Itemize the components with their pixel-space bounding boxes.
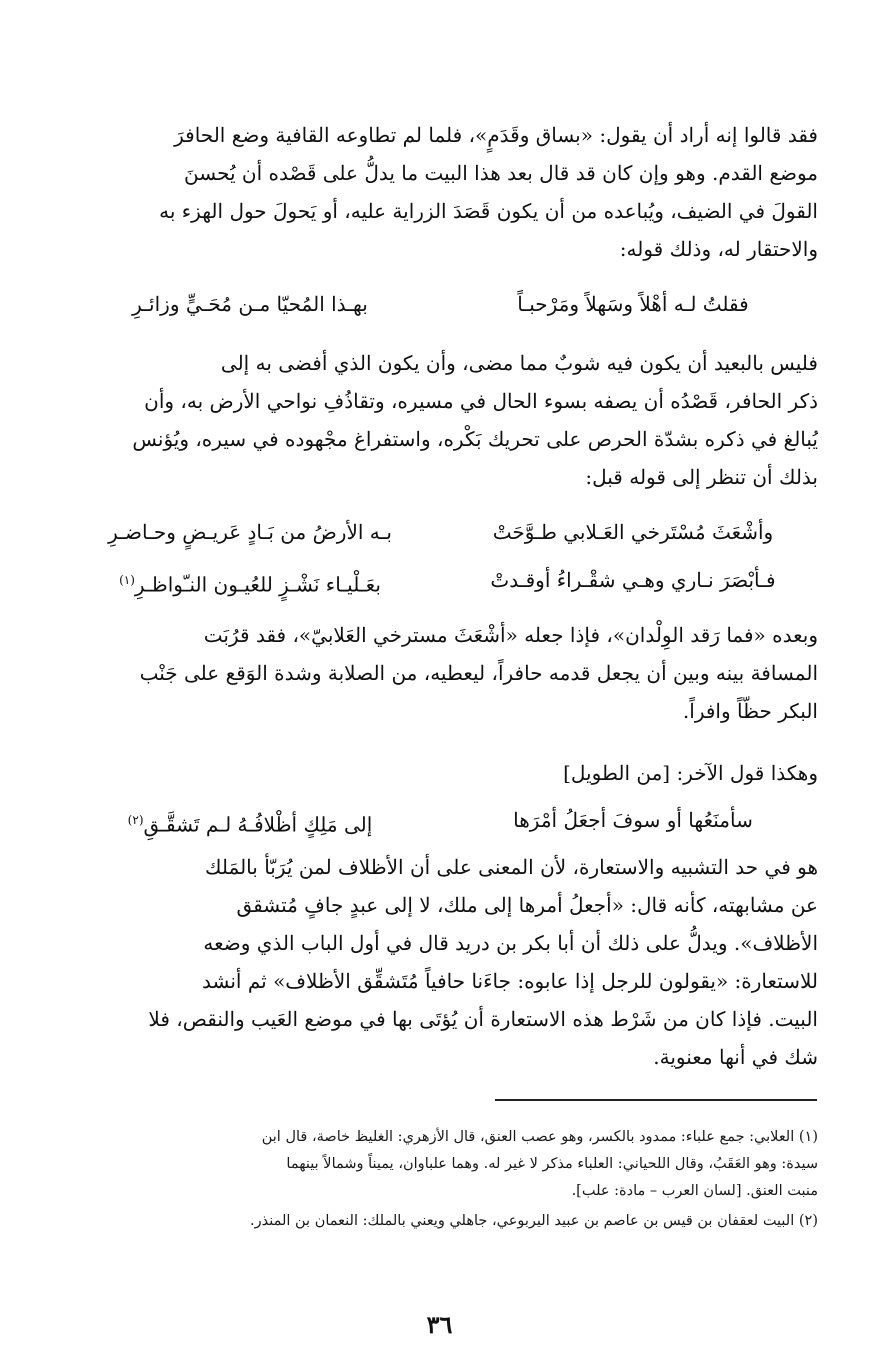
verse-first-hemistich: فقلتُ لـه أهْلاً وسَهلاً ومَرْحبـاً xyxy=(517,292,749,316)
text-line: بذلك أن تنظر إلى قوله قبل: xyxy=(585,465,818,489)
footnote-line: (١) العلابي: جمع علباء: ممدود بالكسر، وهو عصب العنق، قال الأزهري: الغليظ خاصة، قال ابن xyxy=(261,1129,818,1145)
footnote-separator xyxy=(495,1099,817,1101)
text-line: عن مشابهته، كأنه قال: «أجعلُ أمرها إلى ملك، لا إلى عبدٍ جافٍ مُتشقق xyxy=(236,893,818,917)
poem-verse xyxy=(60,560,818,600)
verse-second-hemistich: بـه الأرضُ من بَـادٍ عَريـضٍ وحـاضـرِ xyxy=(108,520,392,544)
paragraph xyxy=(60,754,818,792)
page-number: ٣٦ xyxy=(426,1310,453,1339)
paragraph xyxy=(60,344,818,496)
footnote xyxy=(45,1124,818,1205)
text-line: فليس بالبعيد أن يكون فيه شوبٌ مما مضى، وأن يكون الذي أفضى به إلى xyxy=(220,351,818,375)
text-line: يُبالغ في ذكره بشدّة الحرص على تحريك بَكْره، واستفراغ مجْهوده في سيره، ويُؤنس xyxy=(132,427,818,451)
verse-first-hemistich: فـأبْصَرَ نـاري وهـي شقْـراءُ أوقـدتْ xyxy=(490,568,776,592)
paragraph xyxy=(60,848,818,1076)
text-line: والاحتقار له، وذلك قوله: xyxy=(619,237,818,261)
footnote xyxy=(45,1208,818,1235)
verse-first-hemistich: سأمنَعُها أو سوفَ أجعَلُ أمْرَها xyxy=(513,808,753,832)
intro-line: وهكذا قول الآخر: [من الطويل] xyxy=(563,761,818,785)
text-line: فقد قالوا إنه أراد أن يقول: «بساق وقَدَمٍ»، فلما لم تطاوعه القافية وضع الحافرَ xyxy=(174,123,818,147)
paragraph xyxy=(60,616,818,730)
text-line: القولَ في الضيف، ويُباعده من أن يكون قَصَدَ الزراية عليه، أو يَحولَ حول الهزء به xyxy=(159,199,818,223)
footnote-line: (٢) البيت لعقفان بن قيس بن عاصم بن عبيد اليربوعي، جاهلي ويعني بالملك: النعمان بن المنذر. xyxy=(249,1213,818,1229)
text-line: البيت. فإذا كان من شَرْط هذه الاستعارة أن يُؤتَى بها في موضع العَيب والنقص، فلا xyxy=(148,1007,818,1031)
text-line: المسافة بينه وبين أن يجعل قدمه حافراً، ليعطيه، من الصلابة وشدة الوَقع على جَنْب xyxy=(139,661,818,685)
text-line: الأظلاف». ويدلُّ على ذلك أن أبا بكر بن دريد قال في أول الباب الذي وضعه xyxy=(203,931,818,955)
text-line: موضع القدم. وهو وإن كان قد قال بعد هذا البيت ما يدلُّ على قَصْده أن يُحسنَ xyxy=(184,161,818,185)
verse-second-hemistich: بهـذا المُحيّا مـن مُحَـيٍّ وزائـرِ xyxy=(132,292,368,316)
poem-verse xyxy=(60,800,818,840)
footnote-line: سيدة: وهو العَقَبُ، وقال اللحياني: العلباء مذكر لا غير له. وهما علباوان، يميناً وشمالاً بينهما xyxy=(286,1156,818,1172)
text-line: شك في أنها معنوية. xyxy=(653,1045,818,1069)
verse-second-hemistich: بعَـلْيـاء نَشْـزٍ للعُيـون النـّواظـرِ$^{(١)}$ xyxy=(119,572,381,597)
footnote-ref[interactable]: (١) xyxy=(119,573,135,587)
poem-verse xyxy=(60,512,818,552)
text-line: وبعده «فما رَقد الوِلْدان»، فإذا جعله «أشْعَثَ مسترخي العَلابيّ»، فقد قرُبَت xyxy=(203,623,818,647)
text-line: ذكر الحافر، قَصْدُه أن يصفه بسوء الحال في مسيره، وتقاذُفِ نواحي الأرض به، وأن xyxy=(144,389,818,413)
poem-verse xyxy=(60,284,818,324)
text-line: هو في حد التشبيه والاستعارة، لأن المعنى على أن الأظلاف لمن يُرَبّأ بالمَلك xyxy=(205,855,818,879)
paragraph xyxy=(60,116,818,268)
verse-first-hemistich: وأشْعَثَ مُسْتَرخي العَـلابي طـوَّحَتْ xyxy=(492,520,774,544)
footnote-ref[interactable]: (٢) xyxy=(127,813,144,827)
text-line: البكر حظّاً وافراً. xyxy=(682,699,818,723)
verse-second-hemistich: إلى مَلِكٍ أظْلافُـهُ لـم تَشقَّـقِ$^{(٢)}$ xyxy=(127,812,373,837)
text-line: للاستعارة: «يقولون للرجل إذا عابوه: جاءَنا حافياً مُتَشقِّق الأظلاف» ثم أنشد xyxy=(202,969,818,993)
footnote-line: منبت العنق. [لسان العرب – مادة: علب]. xyxy=(571,1183,818,1199)
